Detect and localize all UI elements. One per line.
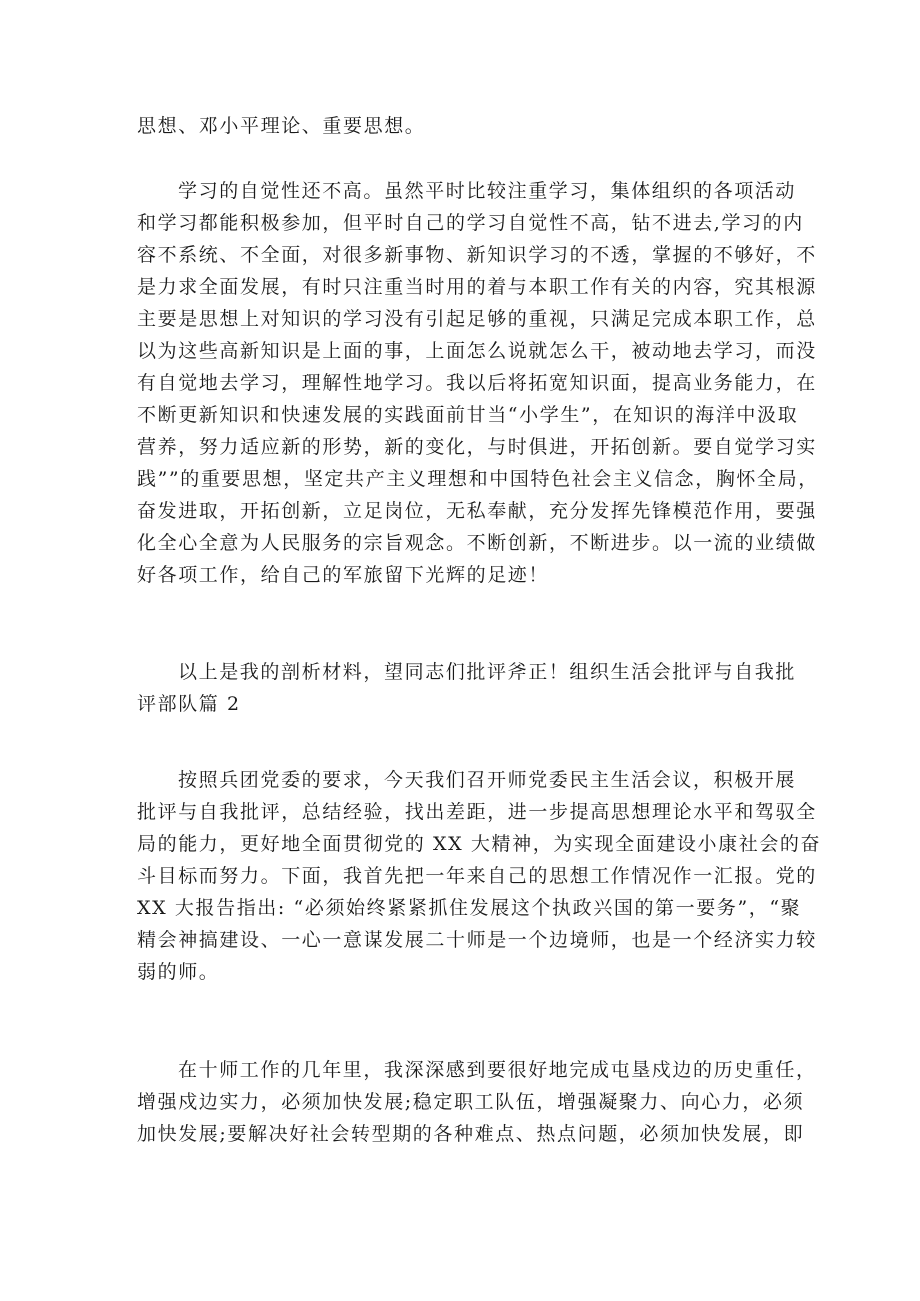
paragraph-line: 主要是思想上对知识的学习没有引起足够的重视，只满足完成本职工作，总	[137, 308, 817, 330]
paragraph-line: 斗目标而努力。下面，我首先把一年来自己的思想工作情况作一汇报。党的	[137, 865, 817, 887]
paragraph-line: 营养，努力适应新的形势，新的变化，与时俱进，开拓创新。要自觉学习实	[137, 436, 817, 458]
paragraph-line: 以为这些高新知识是上面的事，上面怎么说就怎么干，被动地去学习，而没	[137, 340, 817, 362]
paragraph-line: 化全心全意为人民服务的宗旨观念。不断创新，不断进步。以一流的业绩做	[137, 532, 817, 554]
paragraph-line: 局的能力，更好地全面贯彻党的 XX 大精神，为实现全面建设小康社会的奋	[137, 833, 822, 855]
paragraph-line: 学习的自觉性还不高。虽然平时比较注重学习，集体组织的各项活动	[178, 180, 797, 202]
paragraph-line: 好各项工作，给自己的军旅留下光辉的足迹！	[137, 564, 550, 586]
paragraph-line: 践””的重要思想，坚定共产主义理想和中国特色社会主义信念，胸怀全局，	[137, 468, 819, 490]
paragraph-line: 容不系统、不全面，对很多新事物、新知识学习的不透，掌握的不够好，不	[137, 244, 817, 266]
paragraph-line: 有自觉地去学习，理解性地学习。我以后将拓宽知识面，提高业务能力，在	[137, 372, 817, 394]
paragraph-line: 弱的师。	[137, 961, 220, 983]
paragraph-line: 按照兵团党委的要求，今天我们召开师党委民主生活会议，积极开展	[178, 769, 797, 791]
paragraph-line: 和学习都能积极参加，但平时自己的学习自觉性不高，钻不进去,学习的内	[137, 212, 804, 234]
paragraph-line: 加快发展;要解决好社会转型期的各种难点、热点问题，必须加快发展，即	[137, 1123, 805, 1145]
paragraph-line: 增强戍边实力，必须加快发展;稳定职工队伍，增强凝聚力、向心力，必须	[137, 1091, 805, 1113]
paragraph-line: 批评与自我批评，总结经验，找出差距，进一步提高思想理论水平和驾驭全	[137, 801, 817, 823]
paragraph-line: 思想、邓小平理论、重要思想。	[137, 115, 426, 137]
paragraph-line: 评部队篇 2	[137, 693, 241, 715]
paragraph-line: 是力求全面发展，有时只注重当时用的着与本职工作有关的内容，究其根源	[137, 276, 817, 298]
paragraph-line: 奋发进取，开拓创新，立足岗位，无私奉献，充分发挥先锋模范作用，要强	[137, 500, 817, 522]
paragraph-line: 以上是我的剖析材料，望同志们批评斧正！组织生活会批评与自我批	[178, 661, 797, 683]
paragraph-line: 不断更新知识和快速发展的实践面前甘当“小学生”，在知识的海洋中汲取	[137, 404, 799, 426]
paragraph-line: 精会神搞建设、一心一意谋发展二十师是一个边境师，也是一个经济实力较	[137, 929, 817, 951]
paragraph-line: XX 大报告指出: “必须始终紧紧抓住发展这个执政兴国的第一要务”，“聚	[137, 897, 802, 919]
paragraph-line: 在十师工作的几年里，我深深感到要很好地完成屯垦戍边的历史重任，	[178, 1059, 817, 1081]
